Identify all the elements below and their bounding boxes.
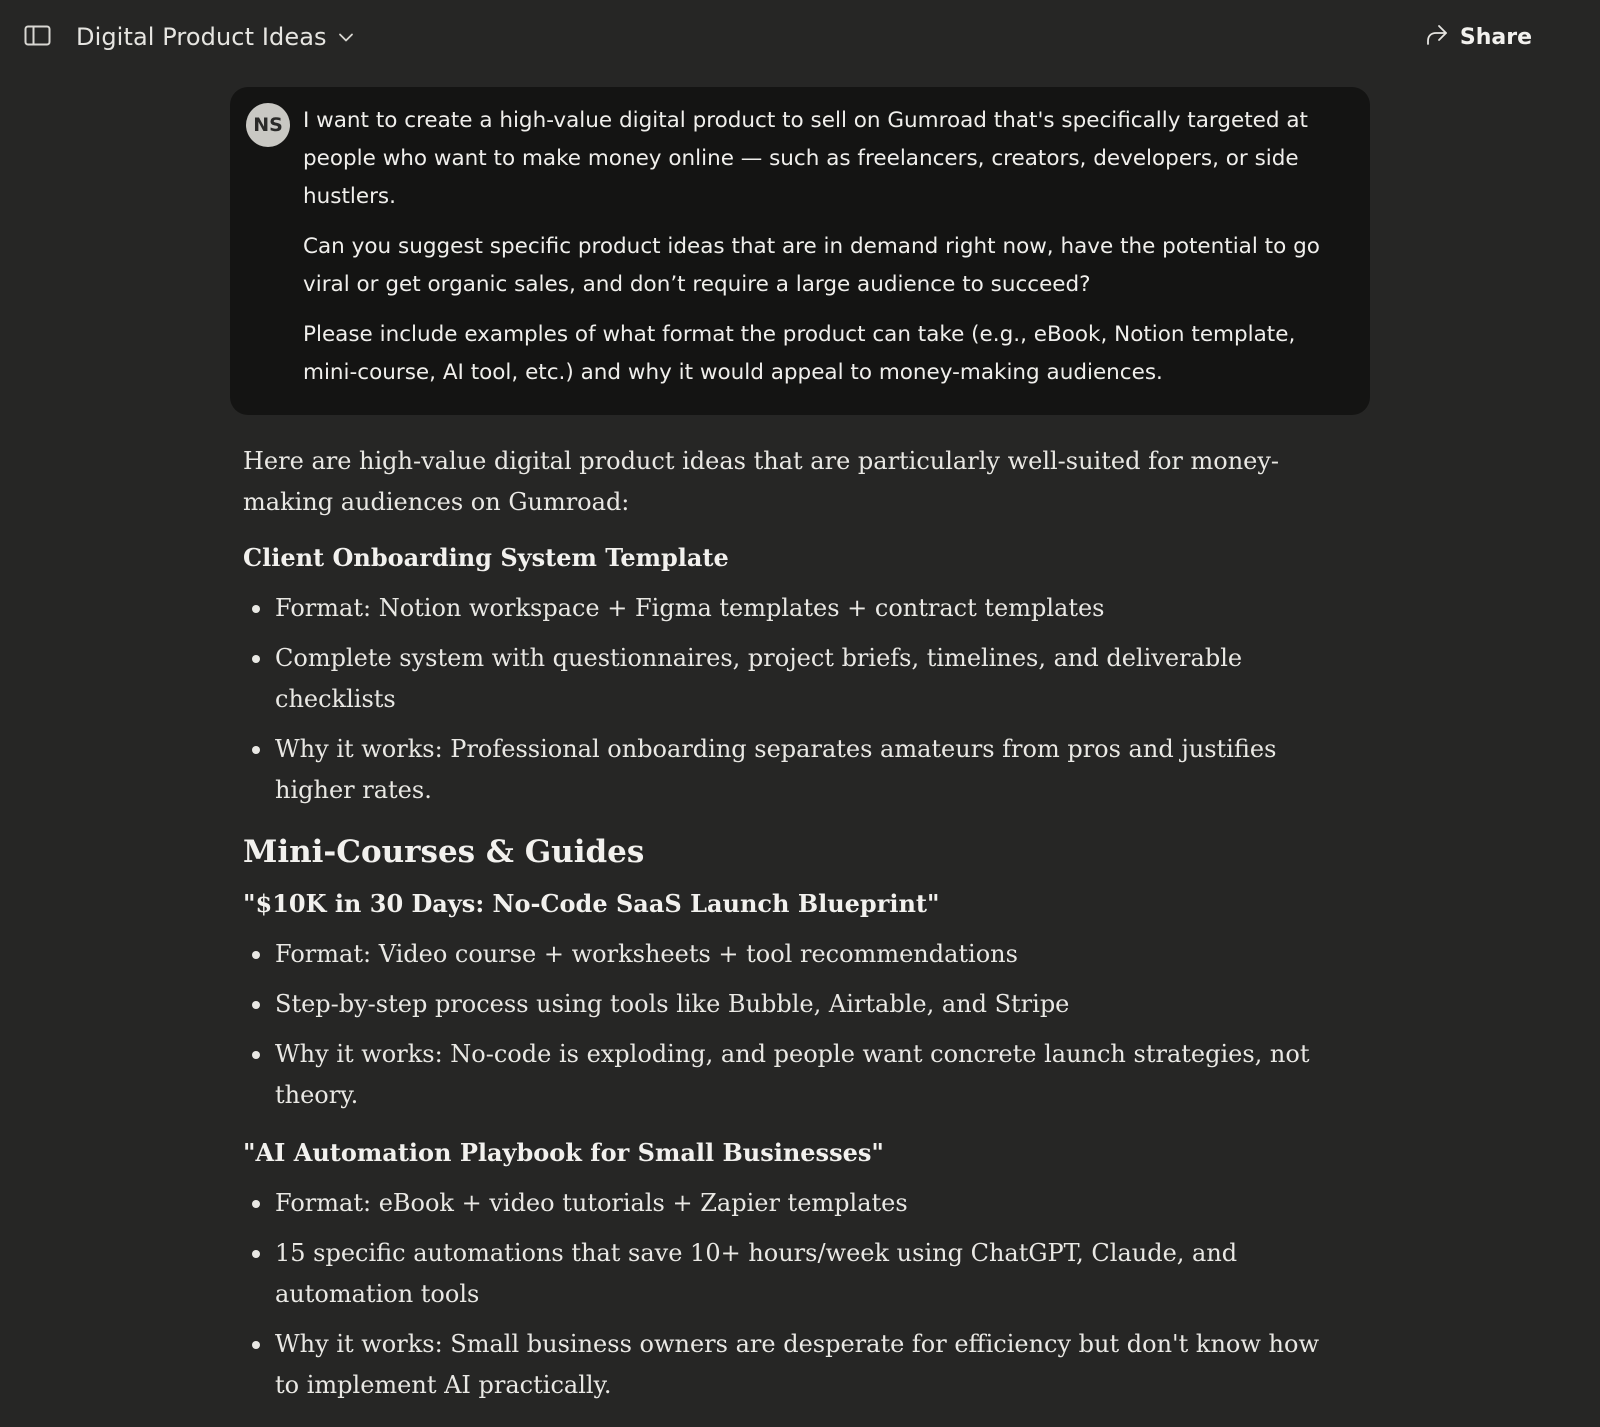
bullet-dot [252, 655, 260, 663]
bullet-dot [252, 746, 260, 754]
assistant-response [243, 441, 1323, 1422]
chevron-down-icon [337, 28, 355, 46]
bullet-list [243, 1183, 1323, 1406]
list-item-text: 15 specific automations that save 10+ hours/week using ChatGPT, Claude, and automation tools [275, 1239, 1238, 1308]
bullet-list [243, 934, 1323, 1116]
sidebar-toggle-icon[interactable] [24, 24, 52, 48]
bullet-dot [252, 951, 260, 959]
share-label: Share [1459, 24, 1532, 50]
user-message-paragraph: Please include examples of what format the product can take (e.g., eBook, Notion template, mini-course, AI tool, etc.) and why it would appeal to money-making audiences. [303, 322, 1296, 385]
category-heading: Mini-Courses & Guides [243, 834, 645, 870]
user-message-paragraph: Can you suggest specific product ideas that are in demand right now, have the potential to go viral or get organic sales, and don’t require a large audience to succeed? [303, 234, 1320, 297]
list-item [243, 984, 1323, 1025]
list-item [243, 588, 1323, 629]
list-item [243, 1034, 1323, 1116]
bullet-list [243, 588, 1323, 811]
bullet-dot [252, 1001, 260, 1009]
conversation-title-dropdown[interactable] [76, 18, 355, 56]
section-heading: "$10K in 30 Days: No-Code SaaS Launch Blueprint" [243, 889, 940, 918]
user-message-card [230, 87, 1370, 415]
user-message-paragraph: I want to create a high-value digital product to sell on Gumroad that's specifically targeted at people who want to make money online — such as freelancers, creators, developers, or side hustlers. [303, 108, 1308, 209]
list-item-text: Why it works: No-code is exploding, and people want concrete launch strategies, not theory. [275, 1040, 1310, 1109]
response-intro: Here are high-value digital product ideas that are particularly well-suited for money-making audiences on Gumroad: [243, 447, 1280, 516]
share-button[interactable] [1424, 18, 1532, 56]
user-message-text [303, 102, 1333, 404]
list-item-text: Format: Notion workspace + Figma templates + contract templates [275, 594, 1105, 622]
conversation-title: Digital Product Ideas [76, 23, 327, 51]
list-item-text: Why it works: Small business owners are desperate for efficiency but don't know how to implement AI practically. [275, 1330, 1319, 1399]
list-item-text: Complete system with questionnaires, project briefs, timelines, and deliverable checklists [275, 644, 1243, 713]
bullet-dot [252, 1250, 260, 1258]
bullet-dot [252, 1200, 260, 1208]
list-item [243, 1324, 1323, 1406]
bullet-dot [252, 605, 260, 613]
list-item-text: Format: eBook + video tutorials + Zapier templates [275, 1189, 908, 1217]
list-item-text: Format: Video course + worksheets + tool recommendations [275, 940, 1018, 968]
list-item-text: Why it works: Professional onboarding separates amateurs from pros and justifies higher rates. [275, 735, 1277, 804]
bullet-dot [252, 1051, 260, 1059]
list-item-text: Step-by-step process using tools like Bubble, Airtable, and Stripe [275, 990, 1070, 1018]
share-arrow-icon [1424, 23, 1450, 52]
top-bar [0, 0, 1600, 74]
bullet-dot [252, 1341, 260, 1349]
list-item [243, 1233, 1323, 1315]
list-item [243, 934, 1323, 975]
list-item [243, 1183, 1323, 1224]
section-heading: "AI Automation Playbook for Small Businesses" [243, 1138, 884, 1167]
section-heading: Client Onboarding System Template [243, 543, 729, 572]
list-item [243, 729, 1323, 811]
user-avatar: NS [246, 103, 290, 147]
list-item [243, 638, 1323, 720]
